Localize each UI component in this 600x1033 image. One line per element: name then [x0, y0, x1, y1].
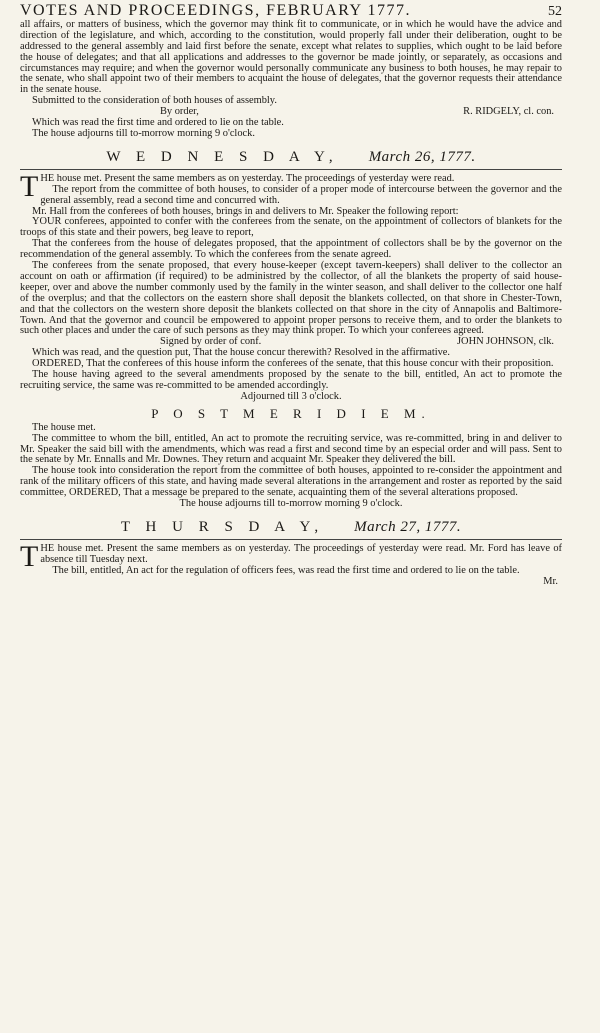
wednesday-paragraph: Which was read, and the question put, That the house concur therewith? Resolved in the affirmative. — [32, 347, 450, 359]
thursday-opening: THE house met. Present the same members as on yesterday. The proceedings of yesterday were read. Mr. Ford has leave of absence till Tuesday next. — [20, 539, 562, 573]
wednesday-date: March 26, 1777. — [368, 148, 476, 165]
read-first-line: Which was read the first time and ordered to lie on the table. — [32, 117, 284, 129]
report-lead: YOUR — [32, 216, 62, 228]
signature-by-order: Signed by order of conf. — [160, 336, 262, 348]
post-meridiem-paragraph: The house met. — [32, 421, 96, 433]
wednesday-paragraph: The report from the committee of both houses, to consider of a proper mode of intercourse between the governor and the general assembly, read a second time and concurred with. — [40, 183, 562, 206]
signature-clerk: R. RIDGELY, cl. con. — [463, 106, 554, 118]
intro-paragraph: all affairs, or matters of business, which the governor may think fit to communicate, or in which he would have the advice and direction of the legislature, and which, according to the constitution, would properly fall under their deliberation, ought to be addressed to the general assembly and laid first before the senate, except what relates to supplies, which ought to be laid before the house of delegates; and that all applications and addresses to the governor be made jointly, or separately, as occasions and circumstances may require; and when the governor would personally communicate any business to both houses, he may repair to the senate, who shall appoint two of their members to acquaint the house of delegates, that the governor requests their attendance in the senate house. — [20, 18, 562, 96]
wednesday-paragraph: That the conferees from the house of delegates proposed, that the appointment of collectors shall be by the governor on the recommendation of the general assembly. To which the conferees from the senate agreed. — [20, 238, 562, 261]
thursday-heading — [20, 518, 562, 535]
adjourn-line: The house adjourns till to-morrow morning 9 o'clock. — [179, 498, 403, 510]
divider-rule — [20, 169, 562, 170]
page-number: 52 — [548, 4, 562, 19]
thursday-paragraph: The bill, entitled, An act for the regulation of officers fees, was read the first time and ordered to lie on the table. — [52, 564, 520, 576]
wednesday-paragraph: The conferees from the senate proposed, that every house-keeper (except tavern-keepers) shall deliver to the collector an account on oath or affirmation (if required) to be administred by the collector, of all the blankets the property of said house-keeper, over and above the number commonly used by the family in the winter season, and shall deliver to the collector one half of the overplus; and that the collectors on the eastern shore shall deposit the blankets collected, on that shore in Chester-Town, and that the collectors on the western shore deposit the blankets collected on that shore in the city of Annapolis and Baltimore-Town. And that the governor and council be empowered to appoint proper persons to receive them, and to order the blankets to such other places and under the care of such persons as they may think proper. To which your conferees agreed. — [20, 260, 562, 337]
post-meridiem-heading: P O S T M E R I D I E M. — [151, 405, 431, 421]
signature-by-order: By order, — [160, 106, 199, 118]
post-meridiem-paragraph: The house took into consideration the report from the committee of both houses, appointed to re-consider the appointment and rank of the military officers of this state, and having made several alterations in the arrangement and roster as reported by the said committee, ORDERED, That a message be prepared to the senate, acquainting them of the several alterations proposed. — [20, 465, 562, 499]
page-title: VOTES AND PROCEEDINGS, FEBRUARY 1777. — [20, 2, 411, 19]
post-meridiem-section — [20, 423, 562, 510]
ordered-lead: ORDERED, — [32, 358, 84, 370]
thursday-section — [20, 539, 562, 588]
intro-section — [20, 20, 562, 140]
wednesday-opening: THE house met. Present the same members as on yesterday. The proceedings of yesterday were read. — [20, 169, 455, 203]
running-header — [20, 2, 562, 19]
catchword: Mr. — [543, 575, 558, 587]
adjourn-line: The house adjourns till to-morrow morning 9 o'clock. — [32, 127, 255, 139]
wednesday-paragraph: The house having agreed to the several amendments proposed by the senate to the bill, entitled, An act to promote the recruiting service, the same was re-committed to be amended accordingly. — [20, 369, 562, 391]
wednesday-paragraph: Mr. Hall from the conferees of both houses, brings in and delivers to Mr. Speaker the following report: — [32, 205, 459, 217]
adjourn-line: Adjourned till 3 o'clock. — [240, 390, 342, 402]
report-text: conferees, appointed to confer with the conferees from the senate, on the appointment of collectors of blankets for the troops of this state and their powers, beg leave to report, — [20, 216, 562, 239]
thursday-date: March 27, 1777. — [354, 518, 462, 535]
thursday-day: T H U R S D A Y, — [120, 518, 325, 535]
ordered-text: That the conferees of this house inform the conferees of the senate, that this house concur with their proposition. — [83, 358, 554, 370]
divider-rule — [20, 539, 562, 540]
report-paragraph — [20, 217, 562, 239]
wednesday-heading — [20, 148, 562, 165]
signature-clerk: JOHN JOHNSON, clk. — [457, 336, 554, 348]
wednesday-day: W E D N E S D A Y, — [106, 148, 339, 165]
submitted-line: Submitted to the consideration of both houses of assembly. — [32, 95, 277, 107]
wednesday-section — [20, 169, 562, 403]
post-meridiem-paragraph: The committee to whom the bill, entitled, An act to promote the recruiting service, was re-committed, bring in and deliver to Mr. Speaker the said bill with the amendments, which was read a first and second time by an especial order and will pass. Sent to the senate by Mr. Ennalls and Mr. Downes. They return and acquaint Mr. Speaker they delivered the bill. — [20, 432, 562, 466]
